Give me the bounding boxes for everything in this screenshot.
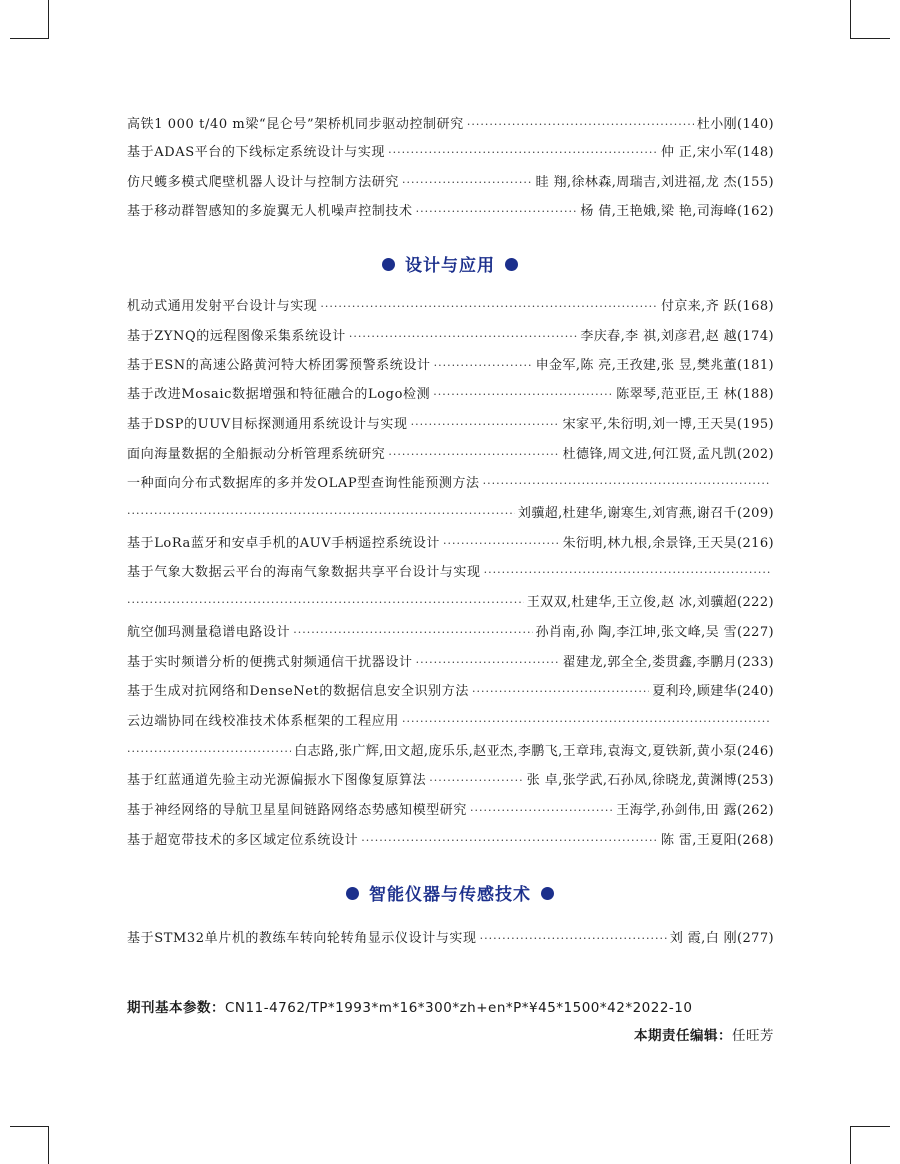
- crop-mark-top-right-v: [850, 0, 851, 38]
- table-of-contents: [127, 0, 774, 1000]
- crop-mark-bottom-left-h: [10, 1126, 49, 1127]
- crop-mark-bottom-right-h: [850, 1126, 890, 1127]
- toc-entry[interactable]: 航空伽玛测量稳谱电路设计 ····· 孙肖南,孙 陶,李江坤,张文峰,吴 雪(227): [127, 622, 774, 644]
- toc-entry[interactable]: 基于ZYNQ的远程图像采集系统设计 ····· 李庆春,李 祺,刘彦君,赵 越(174): [127, 326, 774, 348]
- toc-entry[interactable]: 基于ESN的高速公路黄河特大桥团雾预警系统设计 ····· 申金军,陈 亮,王孜建,张 昱,樊兆董(181): [127, 355, 774, 377]
- toc-entry[interactable]: 基于STM32单片机的教练车转向轮转角显示仪设计与实现 ····· 刘 霞,白 刚(277): [127, 928, 774, 950]
- params-value: CN11-4762/TP*1993*m*16*300*zh+en*P*¥45*1500*42*2022-10: [225, 1000, 693, 1016]
- editor-name: 任旺芳: [732, 1028, 774, 1044]
- toc-entry-line1[interactable]: 云边端协同在线校准技术体系框架的工程应用 ·····: [127, 711, 774, 733]
- issue-editor: [634, 1024, 774, 1044]
- editor-label: 本期责任编辑：: [634, 1028, 732, 1044]
- toc-entry-line2[interactable]: ····· 白志路,张广辉,田文超,庞乐乐,赵亚杰,李鹏飞,王章玮,袁海文,夏铁新,黄小泵(246): [127, 741, 774, 763]
- toc-entry[interactable]: 基于神经网络的导航卫星星间链路网络态势感知模型研究 ····· 王海学,孙剑伟,田 露(262): [127, 800, 774, 822]
- toc-entry[interactable]: 基于实时频谱分析的便携式射频通信干扰器设计 ····· 翟建龙,郭全全,娄贯鑫,李鹏月(233): [127, 652, 774, 674]
- journal-parameters: [127, 996, 692, 1016]
- toc-entry[interactable]: 基于改进Mosaic数据增强和特征融合的Logo检测 ····· 陈翠琴,范亚臣,王 林(188): [127, 384, 774, 406]
- crop-mark-bottom-left-v: [48, 1126, 49, 1164]
- toc-entry-line1[interactable]: 一种面向分布式数据库的多并发OLAP型查询性能预测方法 ·····: [127, 473, 774, 495]
- toc-entry-line2[interactable]: ····· 王双双,杜建华,王立俊,赵 冰,刘骥超(222): [127, 592, 774, 614]
- crop-mark-top-right-h: [850, 38, 890, 39]
- crop-mark-bottom-right-v: [850, 1126, 851, 1164]
- toc-entry[interactable]: 基于移动群智感知的多旋翼无人机噪声控制技术 ····· 杨 倩,王艳娥,梁 艳,司海峰(162): [127, 201, 774, 223]
- toc-entry[interactable]: 基于LoRa蓝牙和安卓手机的AUV手柄遥控系统设计 ····· 朱衍明,林九根,余景锋,王天昊(216): [127, 533, 774, 555]
- crop-mark-top-left-v: [48, 0, 49, 38]
- toc-entry[interactable]: 机动式通用发射平台设计与实现 ····· 付京来,齐 跃(168): [127, 296, 774, 318]
- params-label: 期刊基本参数：: [127, 1000, 225, 1016]
- toc-entry[interactable]: 基于红蓝通道先验主动光源偏振水下图像复原算法 ····· 张 卓,张学武,石孙凤,徐晓龙,黄渊博(253): [127, 770, 774, 792]
- toc-entry[interactable]: 基于ADAS平台的下线标定系统设计与实现 ····· 仲 正,宋小军(148): [127, 142, 774, 164]
- toc-entry-line2[interactable]: ····· 刘骥超,杜建华,谢寒生,刘宵燕,谢召千(209): [127, 503, 774, 525]
- crop-mark-top-left-h: [10, 38, 49, 39]
- toc-entry[interactable]: 仿尺蠖多模式爬壁机器人设计与控制方法研究 ····· 眭 翔,徐林森,周瑞吉,刘进福,龙 杰(155): [127, 172, 774, 194]
- toc-entry[interactable]: 基于DSP的UUV目标探测通用系统设计与实现 ····· 宋家平,朱衍明,刘一博,王天昊(195): [127, 414, 774, 436]
- toc-entry-line1[interactable]: 基于气象大数据云平台的海南气象数据共享平台设计与实现 ·····: [127, 562, 774, 584]
- toc-entry[interactable]: 面向海量数据的全船振动分析管理系统研究 ····· 杜德锋,周文进,何江贤,孟凡凯(202): [127, 444, 774, 466]
- toc-entry[interactable]: 基于超宽带技术的多区域定位系统设计 ····· 陈 雷,王夏阳(268): [127, 830, 774, 852]
- toc-entry[interactable]: 基于生成对抗网络和DenseNet的数据信息安全识别方法 ····· 夏利玲,顾建华(240): [127, 681, 774, 703]
- section-heading-smart-instruments: 智能仪器与传感技术: [0, 880, 900, 905]
- section-heading-design-application: 设计与应用: [0, 251, 900, 276]
- toc-entry[interactable]: 高铁1 000 t/40 m梁“昆仑号”架桥机同步驱动控制研究 ····· 杜小刚(140): [127, 114, 774, 136]
